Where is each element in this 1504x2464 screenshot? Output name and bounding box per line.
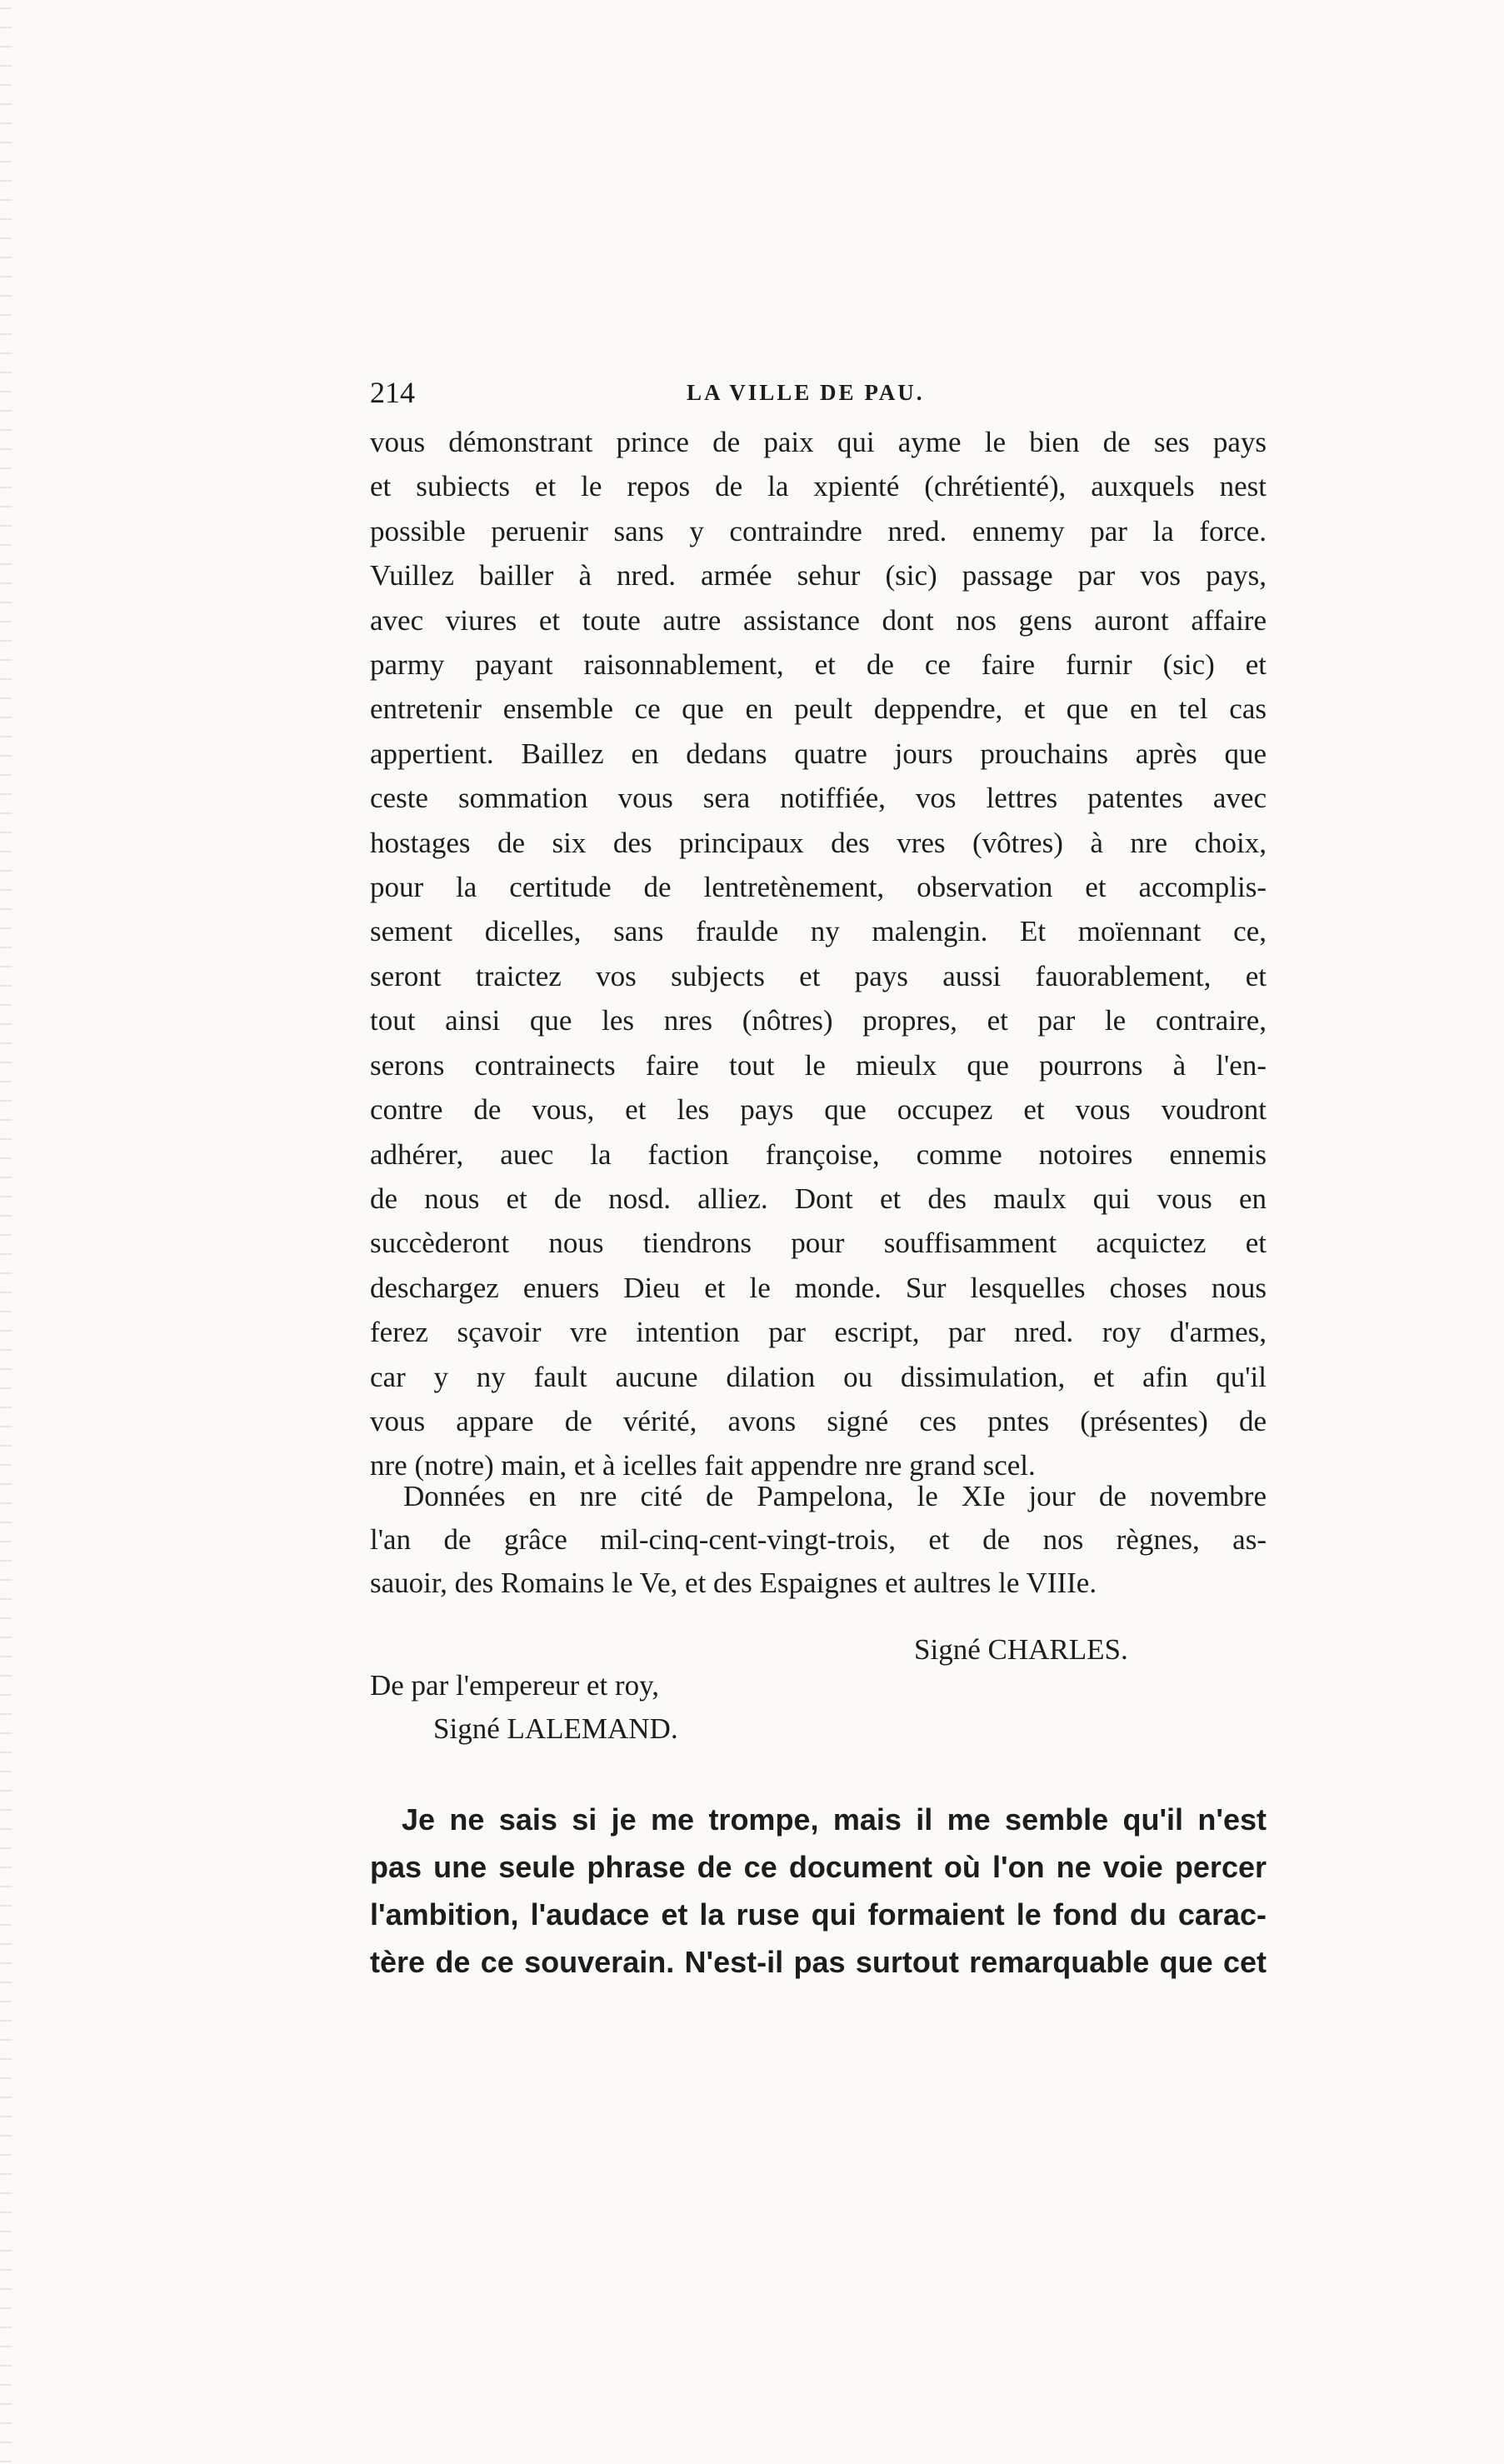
body-line: pour la certitude de lentretènement, observation et accomplis- <box>370 871 1267 904</box>
date-line: Données en nre cité de Pampelona, le XIe jour de novembre <box>403 1480 1267 1512</box>
body-line: ferez sçavoir vre intention par escript, par nred. roy d'armes, <box>370 1316 1267 1349</box>
body-line: deschargez enuers Dieu et le monde. Sur lesquelles choses nous <box>370 1271 1267 1304</box>
commentary-line: l'ambition, l'audace et la ruse qui formaient le fond du carac- <box>370 1897 1267 1932</box>
body-line: seront traictez vos subjects et pays aussi fauorablement, et <box>370 959 1267 992</box>
commentary-paragraph <box>370 1796 1267 1986</box>
body-line: vous appare de vérité, avons signé ces pntes (présentes) de <box>370 1404 1267 1437</box>
body-line: Vuillez bailler à nred. armée sehur (sic) passage par vos pays, <box>370 559 1267 592</box>
page-edge <box>0 0 12 2464</box>
signature-by-order: De par l'empereur et roy, <box>370 1669 660 1702</box>
body-line: ceste sommation vous sera notiffiée, vos lettres patentes avec <box>370 782 1267 815</box>
date-line: l'an de grâce mil-cinq-cent-vingt-trois, et de nos règnes, as- <box>370 1523 1267 1556</box>
running-head <box>370 372 1267 413</box>
body-line: entretenir ensemble ce que en peult deppendre, et que en tel cas <box>370 692 1267 726</box>
body-line: tout ainsi que les nres (nôtres) propres, et par le contraire, <box>370 1004 1267 1037</box>
body-line: car y ny fault aucune dilation ou dissimulation, et afin qu'il <box>370 1360 1267 1393</box>
page-number: 214 <box>370 376 415 409</box>
body-line: hostages de six des principaux des vres (vôtres) à nre choix, <box>370 826 1267 859</box>
commentary-line: tère de ce souverain. N'est-il pas surtout remarquable que cet <box>370 1945 1267 1979</box>
body-line: serons contrainects faire tout le mieulx que pourrons à l'en- <box>370 1048 1267 1082</box>
commentary-line: pas une seule phrase de ce document où l'on ne voie percer <box>370 1850 1267 1884</box>
commentary-line: Je ne sais si je me trompe, mais il me semble qu'il n'est <box>402 1802 1267 1837</box>
body-line: contre de vous, et les pays que occupez et vous voudront <box>370 1093 1267 1127</box>
body-line: vous démonstrant prince de paix qui ayme le bien de ses pays <box>370 426 1267 458</box>
body-line: possible peruenir sans y contraindre nred. ennemy par la force. <box>370 514 1267 547</box>
date-block <box>370 1475 1267 1605</box>
body-line: succèderont nous tiendrons pour souffisamment acquictez et <box>370 1227 1267 1260</box>
body-line: et subiects et le repos de la xpienté (chrétienté), auxquels nest <box>370 470 1267 503</box>
letter-body <box>370 420 1267 1488</box>
signature-lalemand: Signé LALEMAND. <box>433 1712 678 1745</box>
date-line: sauoir, des Romains le Ve, et des Espaignes et aultres le VIIIe. <box>370 1567 1097 1599</box>
body-line: nre (notre) main, et à icelles fait appendre nre grand scel. <box>370 1449 1036 1482</box>
signature-charles: Signé CHARLES. <box>914 1633 1128 1666</box>
body-line: avec viures et toute autre assistance dont nos gens auront affaire <box>370 603 1267 637</box>
body-line: sement dicelles, sans fraulde ny malengin. Et moïennant ce, <box>370 915 1267 948</box>
body-line: parmy payant raisonnablement, et de ce faire furnir (sic) et <box>370 648 1267 682</box>
body-line: de nous et de nosd. alliez. Dont et des maulx qui vous en <box>370 1182 1267 1215</box>
body-line: adhérer, auec la faction françoise, comme notoires ennemis <box>370 1137 1267 1171</box>
running-title: LA VILLE DE PAU. <box>687 380 925 405</box>
body-line: appertient. Baillez en dedans quatre jours prouchains après que <box>370 737 1267 770</box>
